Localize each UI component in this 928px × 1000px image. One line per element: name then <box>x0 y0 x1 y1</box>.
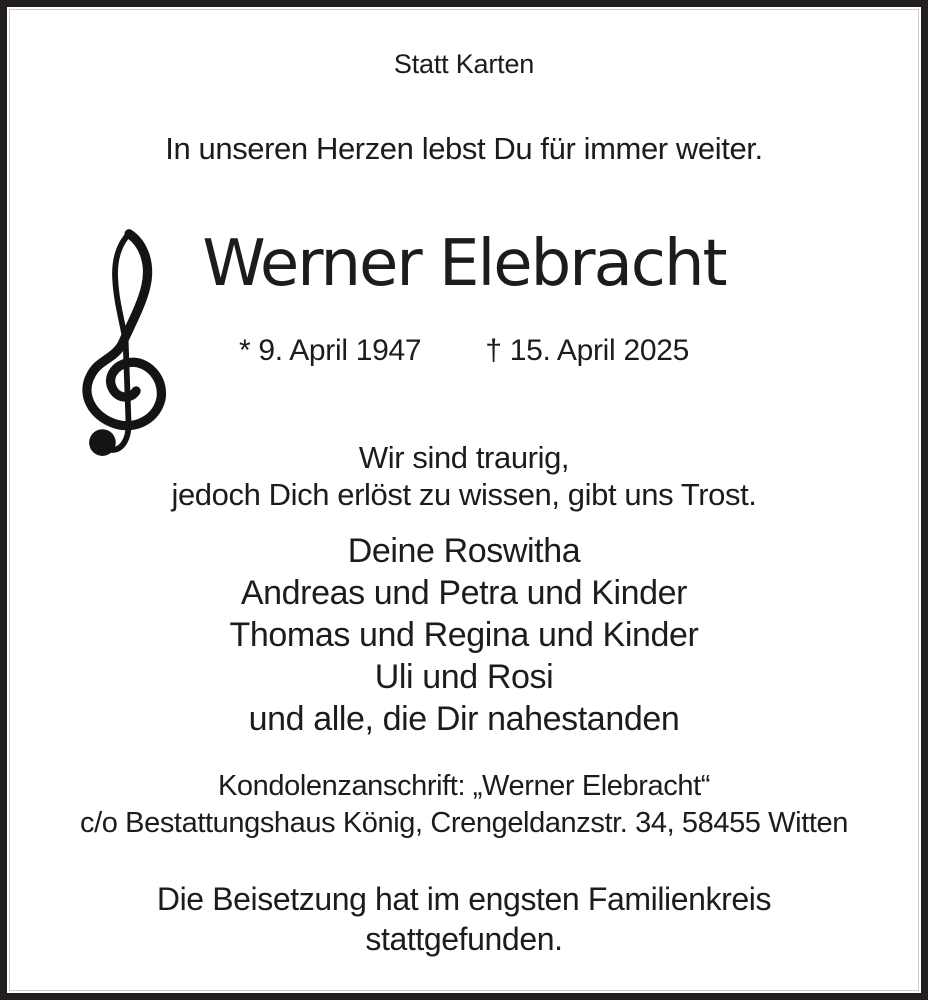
condolence-address-line: Kondolenzanschrift: „Werner Elebracht“ <box>217 770 710 803</box>
mourner-line: Deine Roswitha <box>347 532 581 571</box>
condolence-address <box>7 768 921 842</box>
death-date: † 15. April 2025 <box>485 334 689 368</box>
mourner-line: Andreas und Petra und Kinder <box>240 574 688 613</box>
treble-clef-icon <box>63 227 179 461</box>
mourner-line: und alle, die Dir nahestanden <box>248 700 680 739</box>
mourners-list <box>7 530 921 740</box>
burial-note-line: Die Beisetzung hat im engsten Familienkreis <box>156 881 772 918</box>
mourner-line: Uli und Rosi <box>374 658 554 697</box>
grief-line: Wir sind traurig, <box>358 440 570 476</box>
burial-note-line: stattgefunden. <box>365 921 563 958</box>
pre-header: Statt Karten <box>393 49 535 79</box>
burial-note <box>7 879 921 959</box>
condolence-address-line: c/o Bestattungshaus König, Crengeldanzstr. 34, 58455 Witten <box>80 807 848 840</box>
birth-date: * 9. April 1947 <box>238 334 422 368</box>
grief-line: jedoch Dich erlöst zu wissen, gibt uns Trost. <box>171 477 757 513</box>
mourner-line: Thomas und Regina und Kinder <box>229 616 699 655</box>
memorial-quote: In unseren Herzen lebst Du für immer weiter. <box>165 131 763 167</box>
deceased-name: Werner Elebracht <box>202 226 726 301</box>
